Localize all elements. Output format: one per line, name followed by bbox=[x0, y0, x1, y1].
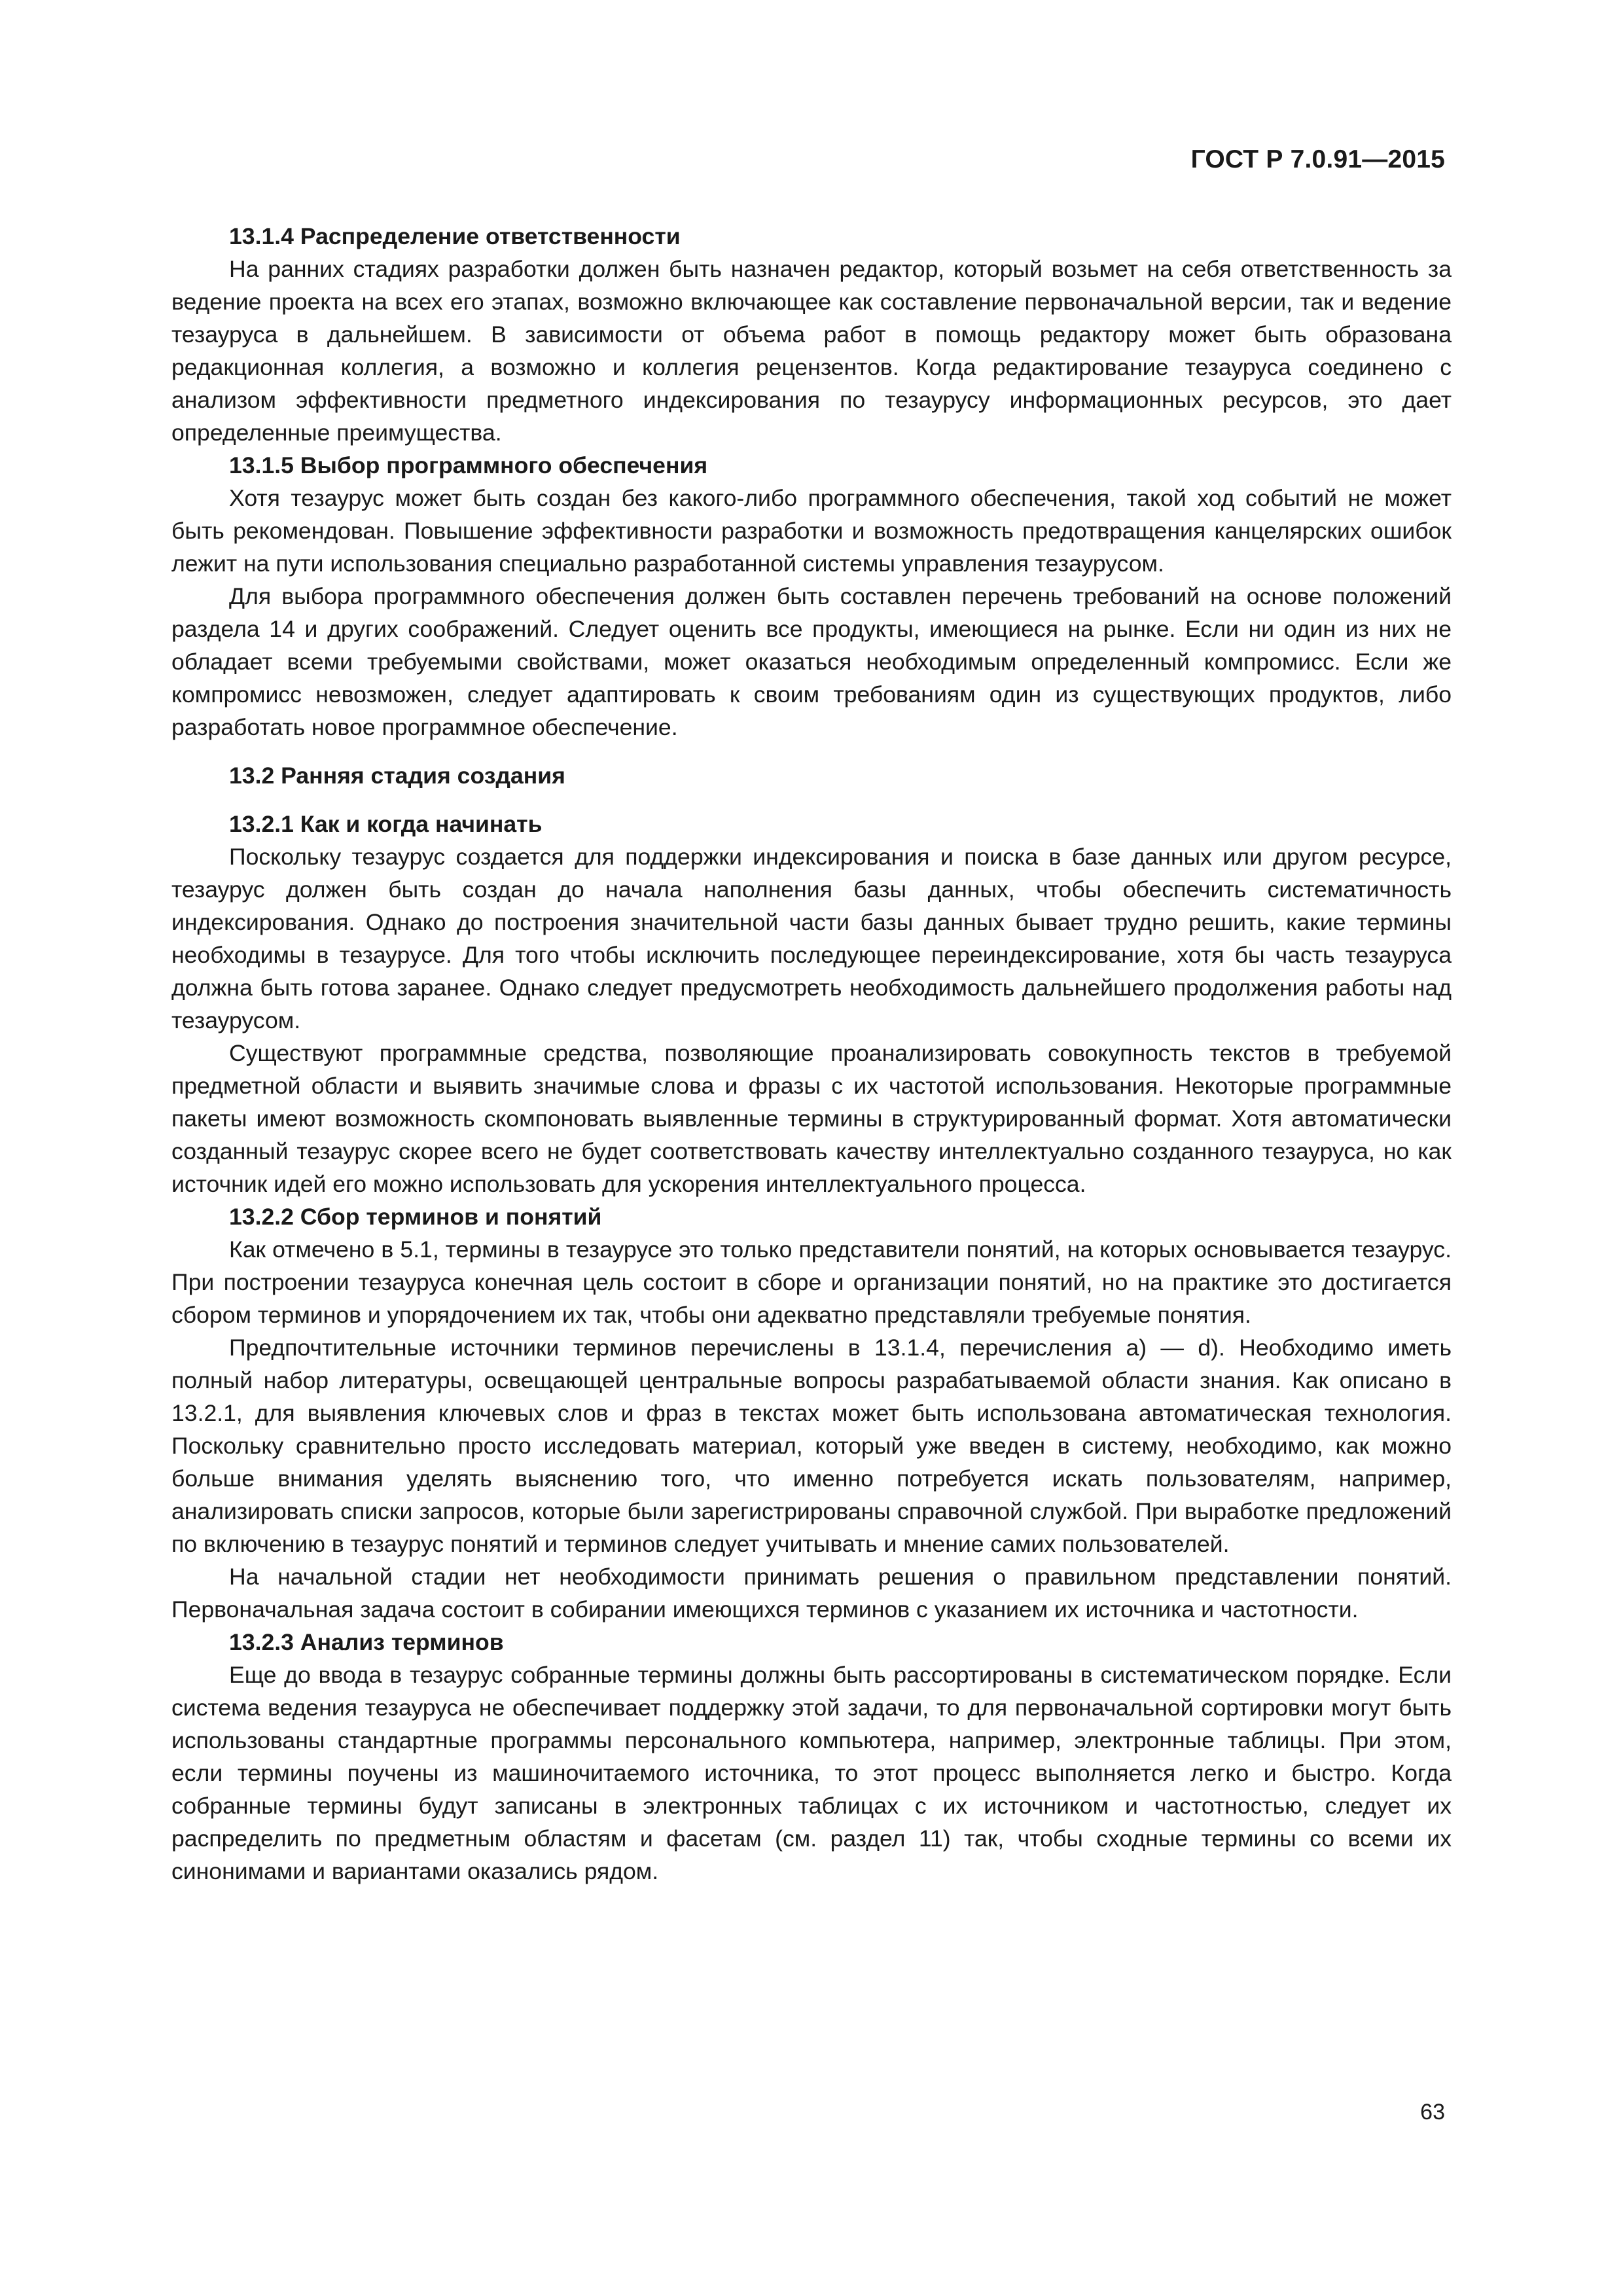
paragraph-13-2-2-2: Предпочтительные источники терминов перечислены в 13.1.4, перечисления а) — d). Необходимо иметь полный набор литературы, освещающей центральные вопросы разрабатываемой области знания. Как описано в 13.2.1, для выявления ключевых слов и фраз в текстах может быть использована автоматическая технология. Поскольку сравнительно просто исследовать материал, который уже введен в систему, необходимо, как можно больше внимания уделять выяснению того, что именно потребуется искать пользователям, например, анализировать списки запросов, которые были зарегистрированы справочной службой. При выработке предложений по включению в тезаурус понятий и терминов следует учитывать и мнение самих пользователей. bbox=[171, 1335, 1452, 1557]
heading-13-1-5: 13.1.5 Выбор программного обеспечения bbox=[229, 452, 708, 478]
paragraph-13-1-4-1: На ранних стадиях разработки должен быть назначен редактор, который возьмет на себя ответственность за ведение проекта на всех его этапах, возможно включающее как составление первоначальной версии, так и ведение тезауруса в дальнейшем. В зависимости от объема работ в помощь редактору может быть образована редакционная коллегия, а возможно и коллегия рецензентов. Когда редактирование тезауруса соединено с анализом эффективности предметного индексирования по тезаурусу информационных ресурсов, это дает определенные преимущества. bbox=[171, 256, 1452, 446]
heading-13-2-3: 13.2.3 Анализ терминов bbox=[229, 1629, 504, 1655]
heading-13-1-4: 13.1.4 Распределение ответственности bbox=[229, 223, 681, 249]
paragraph-13-1-5-1: Хотя тезаурус может быть создан без какого-либо программного обеспечения, такой ход событий не может быть рекомендован. Повышение эффективности разработки и возможность предотвращения канцелярских ошибок лежит на пути использования специально разработанной системы управления тезаурусом. bbox=[171, 485, 1452, 577]
page-number: 63 bbox=[1420, 2100, 1445, 2125]
paragraph-13-2-3-1: Еще до ввода в тезаурус собранные термины должны быть рассортированы в систематическом порядке. Если система ведения тезауруса не обеспечивает поддержку этой задачи, то для первоначальной сортировки могут быть использованы стандартные программы персонального компьютера, например, электронные таблицы. При этом, если термины поучены из машиночитаемого источника, то этот процесс выполняется легко и быстро. Когда собранные термины будут записаны в электронных таблицах с их источником и частотностью, следует их распределить по предметным областям и фасетам (см. раздел 11) так, чтобы сходные термины со всеми их синонимами и вариантами оказались рядом. bbox=[171, 1662, 1452, 1884]
paragraph-13-2-1-1: Поскольку тезаурус создается для поддержки индексирования и поиска в базе данных или другом ресурсе, тезаурус должен быть создан до начала наполнения базы данных, чтобы обеспечить систематичность индексирования. Однако до построения значительной части базы данных бывает трудно решить, какие термины необходимы в тезаурусе. Для того чтобы исключить последующее переиндексирование, хотя бы часть тезауруса должна быть готова заранее. Однако следует предусмотреть необходимость дальнейшего продолжения работы над тезаурусом. bbox=[171, 844, 1452, 1033]
paragraph-13-2-2-3: На начальной стадии нет необходимости принимать решения о правильном представлении понятий. Первоначальная задача состоит в собирании имеющихся терминов с указанием их источника и частотности. bbox=[171, 1564, 1452, 1623]
heading-13-2: 13.2 Ранняя стадия создания bbox=[229, 762, 565, 789]
page-content bbox=[171, 220, 1452, 1888]
document-code-header: ГОСТ Р 7.0.91—2015 bbox=[1190, 145, 1445, 173]
paragraph-13-2-1-2: Существуют программные средства, позволяющие проанализировать совокупность текстов в требуемой предметной области и выявить значимые слова и фразы с их частотой использования. Некоторые программные пакеты имеют возможность скомпоновать выявленные термины в структурированный формат. Хотя автоматически созданный тезаурус скорее всего не будет соответствовать качеству интеллектуально созданного тезауруса, но как источник идей его можно использовать для ускорения интеллектуального процесса. bbox=[171, 1040, 1452, 1197]
heading-13-2-1: 13.2.1 Как и когда начинать bbox=[229, 811, 543, 837]
paragraph-13-2-2-1: Как отмечено в 5.1, термины в тезаурусе это только представители понятий, на которых основывается тезаурус. При построении тезауруса конечная цель состоит в сборе и организации понятий, но на практике это достигается сбором терминов и упорядочением их так, чтобы они адекватно представляли требуемые понятия. bbox=[171, 1236, 1452, 1328]
paragraph-13-1-5-2: Для выбора программного обеспечения должен быть составлен перечень требований на основе положений раздела 14 и других соображений. Следует оценить все продукты, имеющиеся на рынке. Если ни один из них не обладает всеми требуемыми свойствами, может оказаться необходимым определенный компромисс. Если же компромисс невозможен, следует адаптировать к своим требованиям один из существующих продуктов, либо разработать новое программное обеспечение. bbox=[171, 583, 1452, 740]
heading-13-2-2: 13.2.2 Сбор терминов и понятий bbox=[229, 1204, 602, 1230]
